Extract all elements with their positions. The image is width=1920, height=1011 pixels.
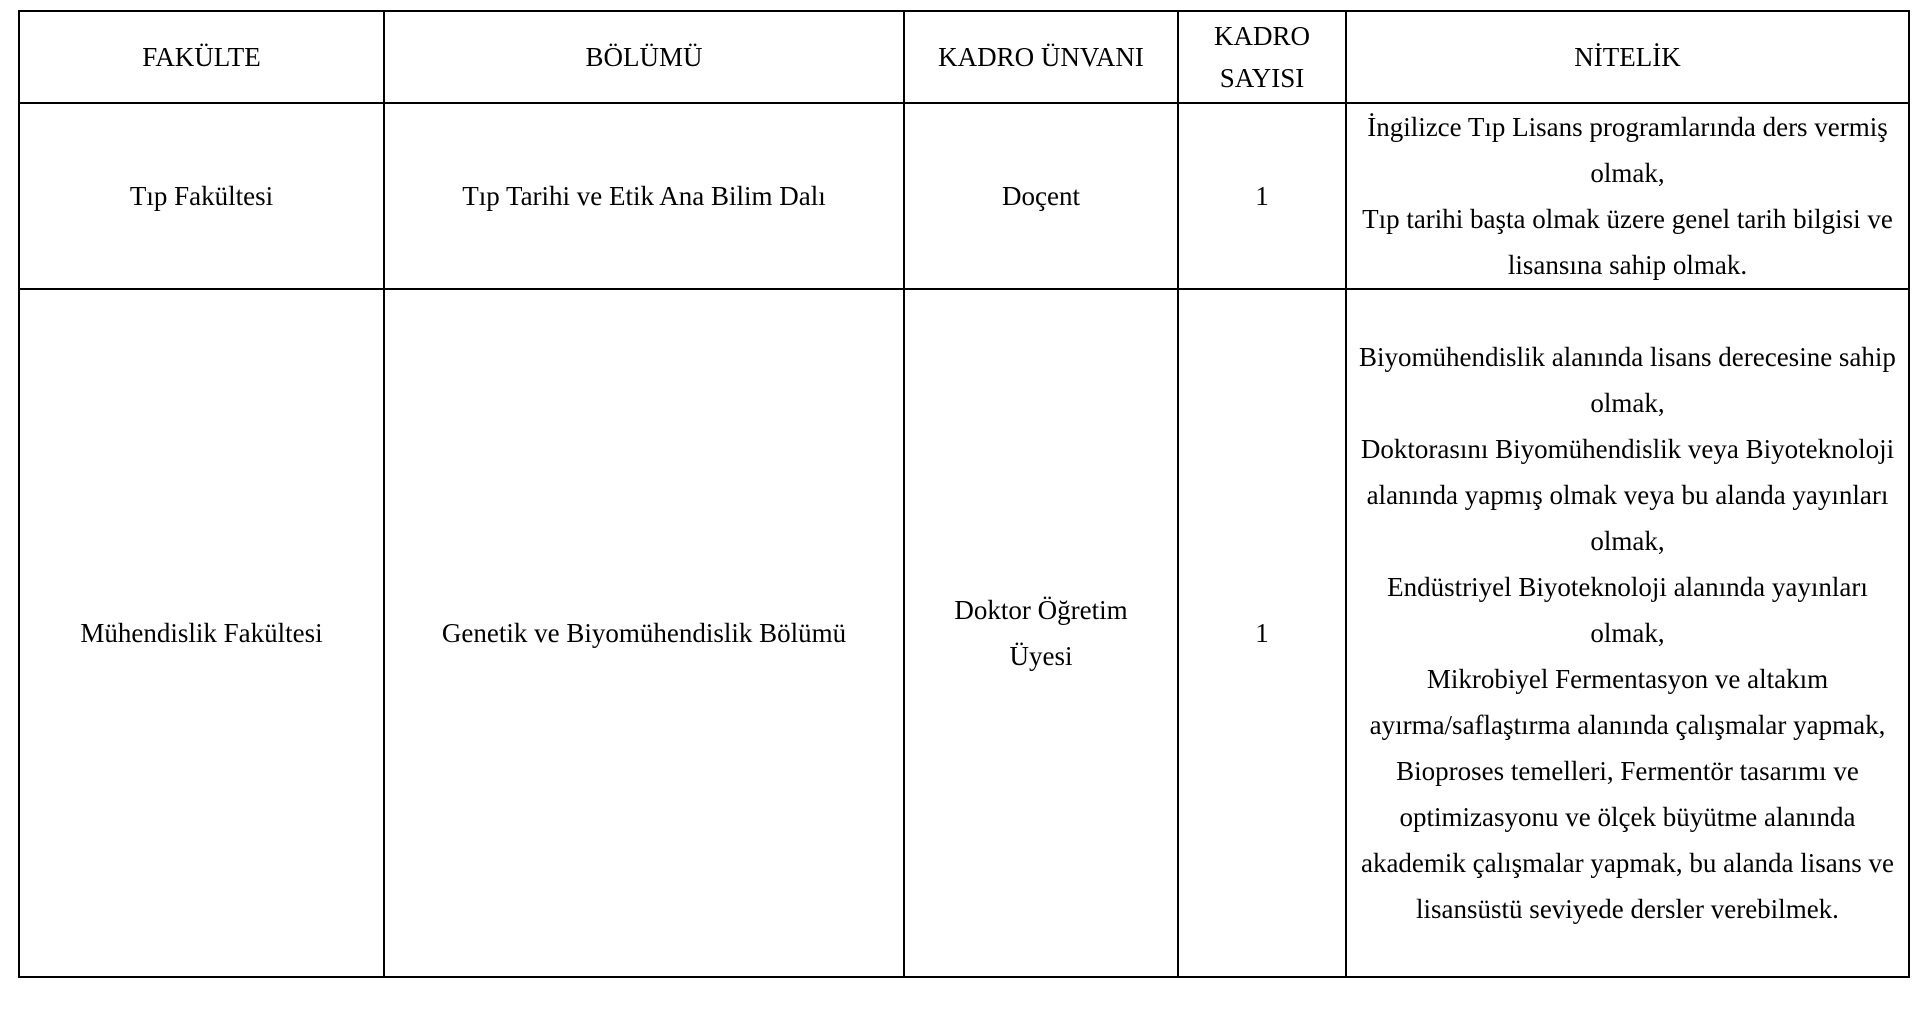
cell-kadro-unvani — [904, 289, 1178, 977]
header-row — [19, 11, 1909, 103]
header-kadro-sayisi-line1: KADRO — [1213, 21, 1310, 51]
cell-bolumu: Tıp Tarihi ve Etik Ana Bilim Dalı — [384, 103, 904, 289]
cell-kadro-sayisi: 1 — [1178, 289, 1346, 977]
cell-kadro-unvani-line1: Doktor Öğretim — [954, 595, 1128, 625]
nitelik-item: İngilizce Tıp Lisans programlarında ders vermiş olmak, — [1367, 112, 1888, 188]
header-fakulte: FAKÜLTE — [19, 11, 384, 103]
nitelik-item: Tıp tarihi başta olmak üzere genel tarih bilgisi ve lisansına sahip olmak. — [1362, 204, 1893, 280]
nitelik-item: Biyomühendislik alanında lisans derecesine sahip olmak, — [1359, 342, 1896, 418]
cell-kadro-unvani-line1: Doçent — [1002, 181, 1080, 211]
academic-staff-table — [18, 10, 1910, 978]
table-row — [19, 289, 1909, 977]
header-kadro-sayisi-line2: SAYISI — [1219, 63, 1305, 93]
cell-fakulte: Tıp Fakültesi — [19, 103, 384, 289]
cell-kadro-unvani — [904, 103, 1178, 289]
header-bolumu: BÖLÜMÜ — [384, 11, 904, 103]
nitelik-item: Bioproses temelleri, Fermentör tasarımı ve optimizasyonu ve ölçek büyütme alanında akademik çalışmalar yapmak, bu alanda lisans ve lisansüstü seviyede dersler verebilmek. — [1360, 756, 1895, 924]
table-header — [19, 11, 1909, 103]
cell-bolumu: Genetik ve Biyomühendislik Bölümü — [384, 289, 904, 977]
cell-nitelik — [1346, 289, 1909, 977]
header-kadro-unvani: KADRO ÜNVANI — [904, 11, 1178, 103]
nitelik-item: Mikrobiyel Fermentasyon ve altakım ayırma/saflaştırma alanında çalışmalar yapmak, — [1369, 664, 1886, 740]
cell-fakulte: Mühendislik Fakültesi — [19, 289, 384, 977]
table-row — [19, 103, 1909, 289]
nitelik-item: Endüstriyel Biyoteknoloji alanında yayınları olmak, — [1387, 572, 1868, 648]
cell-nitelik — [1346, 103, 1909, 289]
header-nitelik: NİTELİK — [1346, 11, 1909, 103]
table-body — [19, 103, 1909, 977]
nitelik-item: Doktorasını Biyomühendislik veya Biyoteknoloji alanında yapmış olmak veya bu alanda yayınları olmak, — [1360, 434, 1895, 556]
cell-kadro-unvani-line2: Üyesi — [1009, 641, 1073, 671]
cell-kadro-sayisi: 1 — [1178, 103, 1346, 289]
header-kadro-sayisi — [1178, 11, 1346, 103]
